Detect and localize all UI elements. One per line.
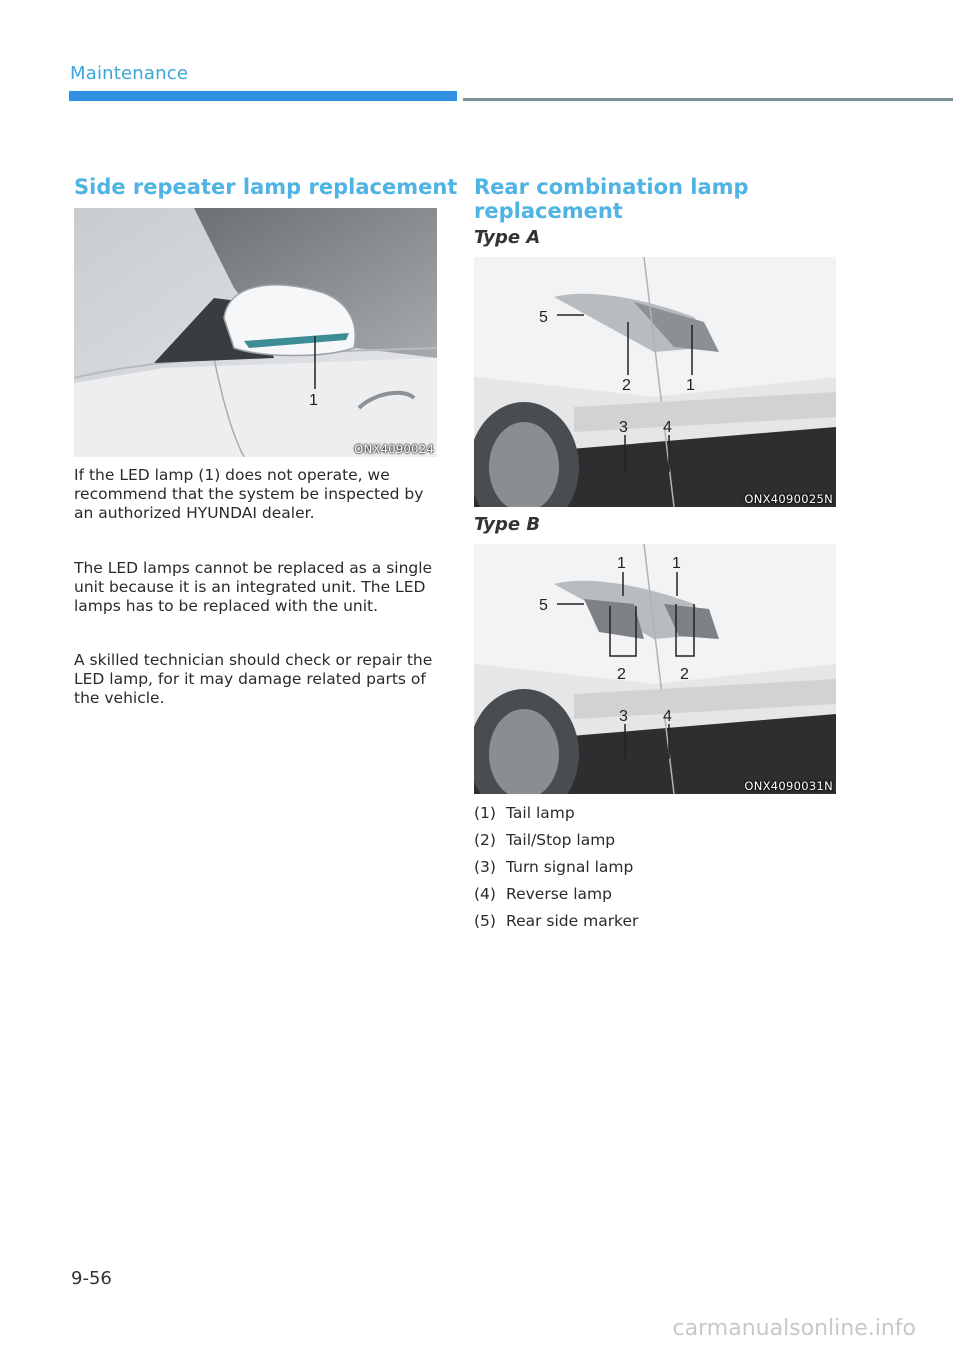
legend-text: Tail lamp	[506, 804, 575, 822]
callout-3: 3	[619, 419, 628, 436]
legend-item	[474, 885, 854, 912]
callout-1-left: 1	[617, 555, 626, 572]
legend-num: (3)	[474, 858, 496, 876]
paragraph-integrated-unit: The LED lamps cannot be replaced as a single unit because it is an integrated unit. The LED lamps has to be replaced with the unit.	[74, 559, 433, 615]
callout-2-right: 2	[680, 666, 689, 683]
type-a-label: Type A	[474, 227, 541, 248]
legend-num: (1)	[474, 804, 496, 822]
watermark: carmanualsonline.info	[672, 1316, 916, 1341]
callout-1-right: 1	[672, 555, 681, 572]
side-repeater-title: Side repeater lamp replacement	[74, 175, 458, 199]
callout-5: 5	[539, 309, 548, 326]
rear-lamp-title-line1: Rear combination lamp	[474, 175, 749, 199]
callout-5: 5	[539, 597, 548, 614]
lamp-legend	[474, 804, 854, 939]
paragraph-led-inspect: If the LED lamp (1) does not operate, we recommend that the system be inspected by an authorized HYUNDAI dealer.	[74, 466, 424, 522]
type-a-figure	[474, 257, 836, 507]
legend-num: (2)	[474, 831, 496, 849]
figure-code: ONX4090025N	[744, 492, 833, 506]
legend-text: Reverse lamp	[506, 885, 612, 903]
paragraph-technician: A skilled technician should check or repair the LED lamp, for it may damage related parts of the vehicle.	[74, 651, 433, 707]
header-rule-accent	[69, 91, 457, 101]
callout-4: 4	[663, 708, 672, 725]
rear-lamp-type-b-illustration	[474, 544, 836, 794]
side-mirror-illustration	[74, 208, 437, 457]
legend-text: Tail/Stop lamp	[506, 831, 616, 849]
callout-3: 3	[619, 708, 628, 725]
page-number: 9-56	[71, 1268, 112, 1289]
type-b-label: Type B	[474, 514, 541, 535]
callout-4: 4	[663, 419, 672, 436]
header-rule	[463, 98, 953, 101]
legend-item	[474, 912, 854, 939]
legend-item	[474, 858, 854, 885]
callout-1: 1	[686, 377, 695, 394]
type-b-figure	[474, 544, 836, 794]
legend-item	[474, 831, 854, 858]
callout-2-left: 2	[617, 666, 626, 683]
legend-text: Turn signal lamp	[506, 858, 634, 876]
legend-item	[474, 804, 854, 831]
side-repeater-figure	[74, 208, 437, 457]
section-header: Maintenance	[70, 63, 189, 84]
legend-num: (5)	[474, 912, 496, 930]
legend-text: Rear side marker	[506, 912, 639, 930]
rear-lamp-type-a-illustration	[474, 257, 836, 507]
rear-lamp-title-line2: replacement	[474, 199, 623, 223]
legend-num: (4)	[474, 885, 496, 903]
callout-2: 2	[622, 377, 631, 394]
callout-1: 1	[309, 392, 318, 409]
figure-code: ONX4090031N	[744, 779, 833, 793]
figure-code: ONX4090024	[354, 442, 434, 456]
